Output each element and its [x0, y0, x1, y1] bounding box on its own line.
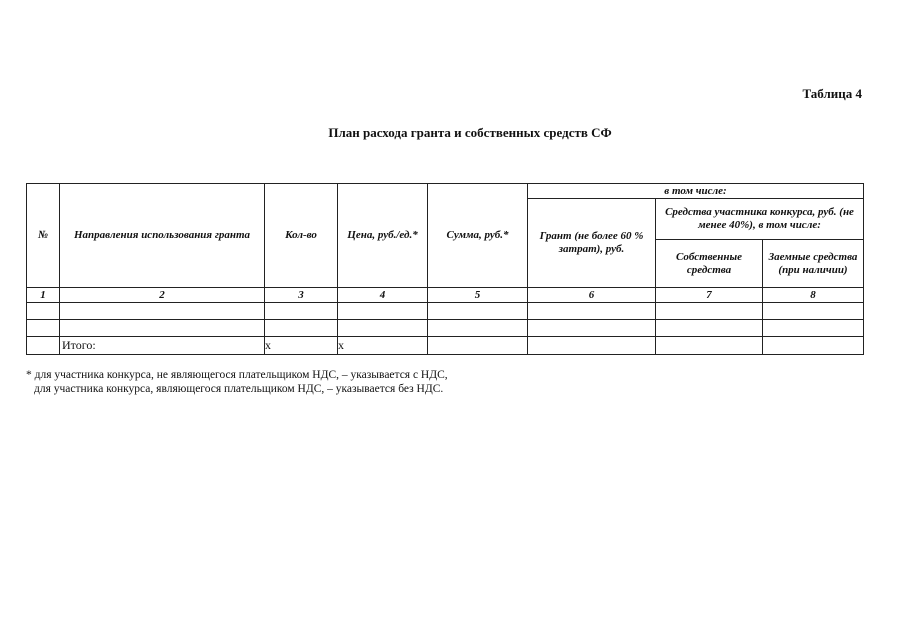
- header-row-1: [27, 184, 864, 199]
- empty-row: [27, 320, 864, 337]
- total-qty-cell: х: [265, 337, 338, 355]
- table-cell: [528, 303, 656, 320]
- header-num: №: [27, 184, 60, 288]
- table-cell: [656, 320, 763, 337]
- header-own-funds: Собственные средства: [656, 240, 763, 288]
- header-qty: Кол-во: [265, 184, 338, 288]
- table-cell: [656, 303, 763, 320]
- table-cell: [265, 303, 338, 320]
- table-cell: [338, 303, 428, 320]
- column-number: 8: [763, 288, 864, 303]
- table-cell: [27, 303, 60, 320]
- column-number: 2: [60, 288, 265, 303]
- table-cell: [60, 320, 265, 337]
- header-borrowed-funds: Заемные средства (при наличии): [763, 240, 864, 288]
- column-number: 5: [428, 288, 528, 303]
- total-label: Итого:: [60, 337, 265, 355]
- header-sum: Сумма, руб.*: [428, 184, 528, 288]
- header-direction: Направления использования гранта: [60, 184, 265, 288]
- footnotes: [26, 368, 866, 396]
- table-cell: [763, 303, 864, 320]
- column-number: 1: [27, 288, 60, 303]
- column-number: 6: [528, 288, 656, 303]
- table-cell: [763, 320, 864, 337]
- table-cell: [656, 337, 763, 355]
- grant-expense-table: [26, 183, 864, 355]
- table-cell: [60, 303, 265, 320]
- table-cell: [265, 320, 338, 337]
- document-title: План расхода гранта и собственных средств СФ: [328, 125, 612, 140]
- table-cell: [528, 320, 656, 337]
- table-cell: [763, 337, 864, 355]
- table-cell: [338, 320, 428, 337]
- total-price-cell: х: [338, 337, 428, 355]
- header-including: в том числе:: [528, 184, 864, 199]
- empty-row: [27, 303, 864, 320]
- table-cell: [428, 320, 528, 337]
- table-cell: [428, 337, 528, 355]
- header-price: Цена, руб./ед.*: [338, 184, 428, 288]
- total-row: [27, 337, 864, 355]
- footnote-line: для участника конкурса, являющегося плательщиком НДС, – указывается без НДС.: [34, 383, 444, 395]
- column-numbers-row: [27, 288, 864, 303]
- column-number: 7: [656, 288, 763, 303]
- table-cell: [528, 337, 656, 355]
- column-number: 4: [338, 288, 428, 303]
- column-number: 3: [265, 288, 338, 303]
- header-participant-funds: Средства участника конкурса, руб. (не менее 40%), в том числе:: [656, 199, 864, 240]
- footnote-line: * для участника конкурса, не являющегося плательщиком НДС, – указывается с НДС,: [26, 369, 448, 381]
- table-cell: [428, 303, 528, 320]
- table-cell: [27, 320, 60, 337]
- table-cell: [27, 337, 60, 355]
- header-grant: Грант (не более 60 % затрат), руб.: [528, 199, 656, 288]
- table-number: Таблица 4: [802, 86, 862, 101]
